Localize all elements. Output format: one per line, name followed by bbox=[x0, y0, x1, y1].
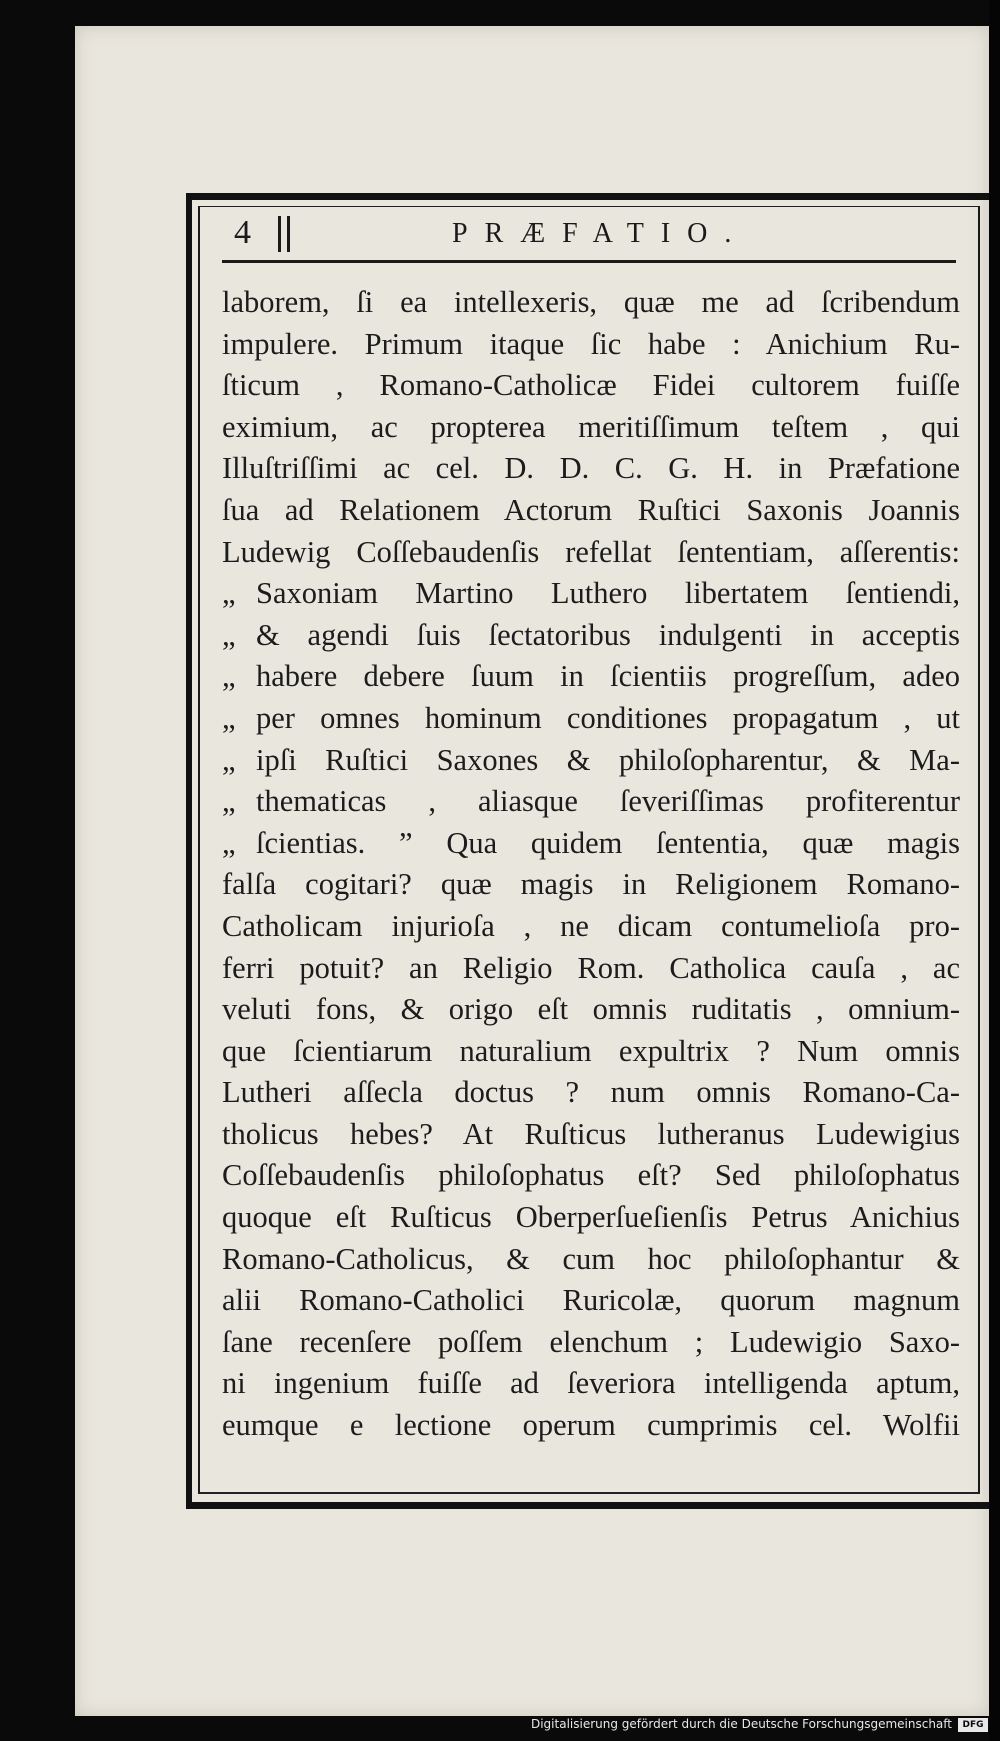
header-rule bbox=[222, 260, 956, 263]
text-line bbox=[222, 407, 960, 449]
text-line bbox=[222, 282, 960, 324]
line-text: ni ingenium fuiſſe ad ſeveriora intelligenda aptum, bbox=[222, 1366, 960, 1401]
quote-mark: „ bbox=[222, 825, 236, 860]
line-text: habere debere ſuum in ſcientiis progreſſum, adeo bbox=[256, 659, 960, 694]
line-text: quoque eſt Ruſticus Oberperſueſienſis Petrus Anichius bbox=[222, 1200, 960, 1235]
line-text: Illuſtriſſimi ac cel. D. D. C. G. H. in Præfatione bbox=[222, 451, 960, 486]
running-head: PRÆFATIO. bbox=[452, 218, 749, 249]
dfg-logo: DFG bbox=[958, 1718, 988, 1732]
text-line bbox=[222, 448, 960, 490]
text-line bbox=[222, 1405, 960, 1447]
text-line bbox=[222, 490, 960, 532]
text-line bbox=[222, 573, 960, 615]
scan-footer bbox=[530, 1715, 1000, 1737]
line-text: Ludewig Coſſebaudenſis refellat ſententiam, aſſerentis: bbox=[222, 534, 960, 569]
text-line bbox=[222, 906, 960, 948]
text-line bbox=[222, 365, 960, 407]
line-text: Romano-Catholicus, & cum hoc philoſophantur & bbox=[222, 1241, 960, 1276]
quote-mark: „ bbox=[222, 659, 236, 694]
text-line bbox=[222, 823, 960, 865]
text-line bbox=[222, 324, 960, 366]
line-text: per omnes hominum conditiones propagatum , ut bbox=[256, 700, 960, 735]
line-text: ferri potuit? an Religio Rom. Catholica cauſa , ac bbox=[222, 950, 960, 985]
quote-mark: „ bbox=[222, 700, 236, 735]
line-text: ſcientias. ” Qua quidem ſententia, quæ magis bbox=[256, 825, 960, 860]
quote-mark: „ bbox=[222, 784, 236, 819]
line-text: laborem, ſi ea intellexeris, quæ me ad ſcribendum bbox=[222, 285, 960, 319]
quote-mark: „ bbox=[222, 617, 236, 652]
text-line bbox=[222, 1239, 960, 1281]
digitization-credit: Digitalisierung gefördert durch die Deutsche Forschungsgemeinschaft bbox=[530, 1717, 952, 1731]
line-text: Catholicam injurioſa , ne dicam contumelioſa pro- bbox=[222, 908, 960, 943]
line-text: veluti fons, & origo eſt omnis ruditatis , omnium- bbox=[222, 992, 960, 1027]
text-line bbox=[222, 948, 960, 990]
text-line bbox=[222, 1155, 960, 1197]
line-text: ipſi Ruſtici Saxones & philoſopharentur, & Ma- bbox=[256, 742, 960, 777]
text-line bbox=[222, 656, 960, 698]
text-line bbox=[222, 1322, 960, 1364]
text-line bbox=[222, 532, 960, 574]
text-line bbox=[222, 864, 960, 906]
line-text: ſticum , Romano-Catholicæ Fidei cultorem fuiſſe bbox=[222, 368, 960, 403]
line-text: alii Romano-Catholici Ruricolæ, quorum magnum bbox=[222, 1283, 960, 1318]
line-text: falſa cogitari? quæ magis in Religionem Romano- bbox=[222, 867, 960, 902]
page-number: 4 bbox=[234, 214, 251, 251]
text-line bbox=[222, 698, 960, 740]
scan-edge bbox=[989, 0, 1000, 1741]
text-line bbox=[222, 1197, 960, 1239]
quote-mark: „ bbox=[222, 576, 236, 611]
text-line bbox=[222, 615, 960, 657]
line-text: tholicus hebes? At Ruſticus lutheranus Ludewigius bbox=[222, 1116, 960, 1151]
text-line bbox=[222, 1072, 960, 1114]
text-line bbox=[222, 781, 960, 823]
line-text: Saxoniam Martino Luthero libertatem ſentiendi, bbox=[256, 576, 960, 611]
line-text: Lutheri aſſecla doctus ? num omnis Romano-Ca- bbox=[222, 1075, 960, 1110]
text-line bbox=[222, 1280, 960, 1322]
line-text: Coſſebaudenſis philoſophatus eſt? Sed philoſophatus bbox=[222, 1158, 960, 1193]
line-text: eumque e lectione operum cumprimis cel. Wolfii bbox=[222, 1408, 960, 1443]
line-text: eximium, ac propterea meritiſſimum teſtem , qui bbox=[222, 409, 960, 444]
line-text: & agendi ſuis ſectatoribus indulgenti in acceptis bbox=[256, 617, 960, 652]
text-line bbox=[222, 1114, 960, 1156]
page-number-ornament bbox=[278, 216, 290, 252]
line-text: que ſcientiarum naturalium expultrix ? Num omnis bbox=[222, 1033, 960, 1068]
page-header bbox=[222, 208, 956, 258]
line-text: ſua ad Relationem Actorum Ruſtici Saxonis Joannis bbox=[222, 492, 960, 527]
text-line bbox=[222, 740, 960, 782]
line-text: ſane recenſere poſſem elenchum ; Ludewigio Saxo- bbox=[222, 1324, 960, 1359]
text-line bbox=[222, 1031, 960, 1073]
line-text: thematicas , aliasque ſeveriſſimas profiterentur bbox=[256, 784, 960, 819]
line-text: impulere. Primum itaque ſic habe : Anichium Ru- bbox=[222, 326, 960, 361]
body-text bbox=[222, 282, 960, 1447]
text-line bbox=[222, 989, 960, 1031]
quote-mark: „ bbox=[222, 742, 236, 777]
text-line bbox=[222, 1363, 960, 1405]
